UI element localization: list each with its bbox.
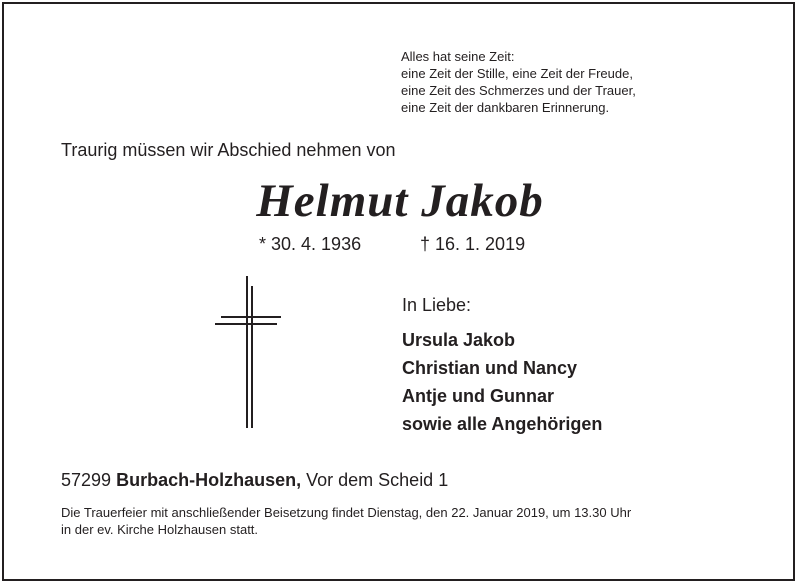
mourner-name: Ursula Jakob xyxy=(402,330,516,350)
poem-line: eine Zeit der dankbaren Erinnerung. xyxy=(401,100,610,115)
obituary-border xyxy=(2,2,795,581)
poem-line: eine Zeit der Stille, eine Zeit der Freude, xyxy=(401,66,633,81)
intro-text: Traurig müssen wir Abschied nehmen von xyxy=(61,140,396,160)
mourner-name: Antje und Gunnar xyxy=(402,386,554,406)
address-city: Burbach-Holzhausen, xyxy=(116,470,302,490)
address-line xyxy=(61,470,448,491)
mourners-heading: In Liebe: xyxy=(402,295,472,315)
mourners-list xyxy=(402,326,602,438)
service-line: in der ev. Kirche Holzhausen statt. xyxy=(61,522,259,537)
poem-line: Alles hat seine Zeit: xyxy=(401,49,515,64)
service-notice xyxy=(61,504,761,538)
death-date: † 16. 1. 2019 xyxy=(420,234,526,254)
poem-line: eine Zeit des Schmerzes und der Trauer, xyxy=(401,83,636,98)
address-postcode: 57299 xyxy=(61,470,112,490)
deceased-name: Helmut Jakob xyxy=(256,175,544,227)
mourner-name: Christian und Nancy xyxy=(402,358,578,378)
birth-date: * 30. 4. 1936 xyxy=(259,234,362,254)
service-line: Die Trauerfeier mit anschließender Beisetzung findet Dienstag, den 22. Januar 2019, um 13.30 Uhr xyxy=(61,505,632,520)
address-street: Vor dem Scheid 1 xyxy=(306,470,449,490)
poem xyxy=(401,48,636,116)
cross-icon xyxy=(215,276,285,428)
mourner-name: sowie alle Angehörigen xyxy=(402,414,603,434)
